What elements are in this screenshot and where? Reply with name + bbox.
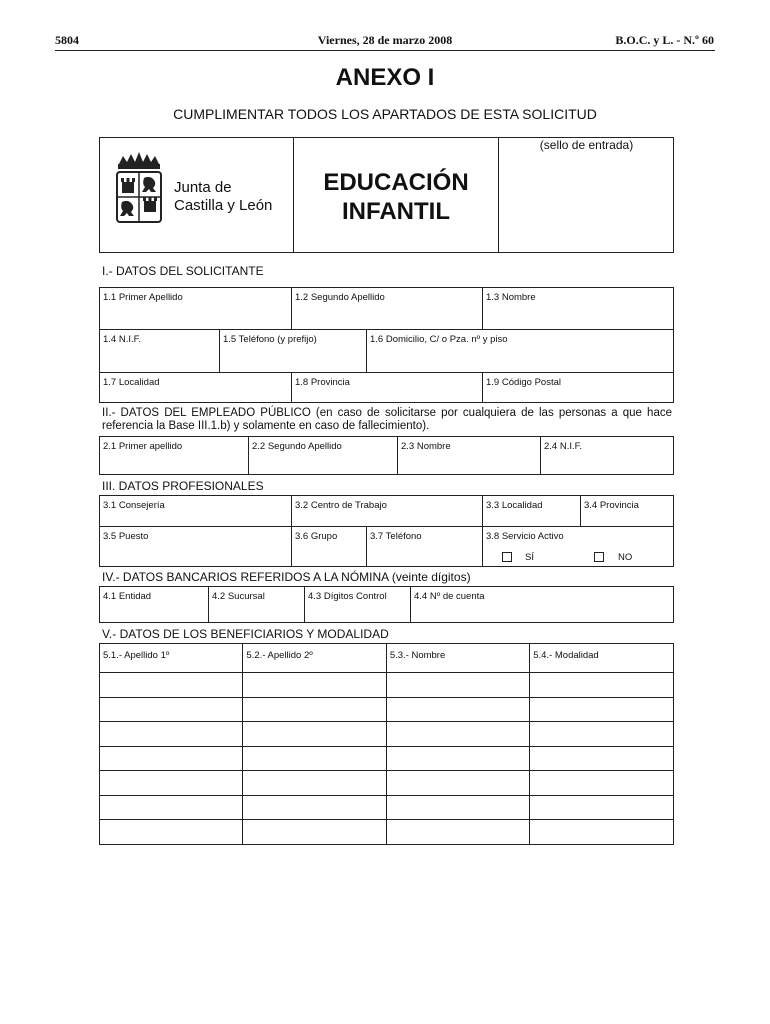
field-address[interactable]: 1.6 Domicilio, C/ o Pza. nº y piso <box>370 334 508 345</box>
professional-data-box <box>99 495 674 567</box>
field-province[interactable]: 1.8 Provincia <box>295 377 350 388</box>
table-row[interactable] <box>100 771 674 796</box>
table-row[interactable] <box>100 795 674 820</box>
column-header-second-surname: 5.2.- Apellido 2º <box>243 644 386 673</box>
section-5-title: V.- DATOS DE LOS BENEFICIARIOS Y MODALIDAD <box>102 627 389 641</box>
table-header-row <box>100 644 674 673</box>
page-number: 5804 <box>55 33 79 47</box>
field-workplace[interactable]: 3.2 Centro de Trabajo <box>295 500 387 511</box>
bank-data-box <box>99 586 674 623</box>
option-no-label: NO <box>618 552 633 563</box>
coat-of-arms-icon <box>113 150 165 226</box>
field-work-locality[interactable]: 3.3 Localidad <box>486 500 543 511</box>
field-employee-second-surname[interactable]: 2.2 Segundo Apellido <box>252 441 342 452</box>
field-work-phone[interactable]: 3.7 Teléfono <box>370 531 422 542</box>
field-bank-entity[interactable]: 4.1 Entidad <box>103 591 152 602</box>
table-row[interactable] <box>100 746 674 771</box>
table-row[interactable] <box>100 673 674 698</box>
checkbox-active-no[interactable] <box>594 552 604 562</box>
section-4-title: IV.- DATOS BANCARIOS REFERIDOS A LA NÓMINA (veinte dígitos) <box>102 570 471 584</box>
field-control-digits[interactable]: 4.3 Dígitos Control <box>308 591 387 602</box>
bulletin-reference: B.O.C. y L. - N.º 60 <box>615 33 714 47</box>
checkbox-active-yes[interactable] <box>502 552 512 562</box>
field-account-number[interactable]: 4.4 Nº de cuenta <box>414 591 485 602</box>
option-yes-label: SÍ <box>525 552 534 563</box>
column-header-first-surname: 5.1.- Apellido 1º <box>100 644 243 673</box>
public-employee-box <box>99 436 674 475</box>
field-locality[interactable]: 1.7 Localidad <box>103 377 160 388</box>
field-second-surname[interactable]: 1.2 Segundo Apellido <box>295 292 385 303</box>
field-bank-branch[interactable]: 4.2 Sucursal <box>212 591 265 602</box>
column-header-modality: 5.4.- Modalidad <box>530 644 674 673</box>
beneficiaries-table <box>99 643 674 845</box>
table-row[interactable] <box>100 722 674 747</box>
field-employee-nif[interactable]: 2.4 N.I.F. <box>544 441 583 452</box>
organization-name: Junta de Castilla y León <box>174 179 273 214</box>
field-work-province[interactable]: 3.4 Provincia <box>584 500 639 511</box>
field-employee-first-surname[interactable]: 2.1 Primer apellido <box>103 441 183 452</box>
field-position[interactable]: 3.5 Puesto <box>103 531 149 542</box>
table-row[interactable] <box>100 820 674 845</box>
annex-title: ANEXO I <box>335 64 435 91</box>
publication-date: Viernes, 28 de marzo 2008 <box>317 33 453 47</box>
section-2-title: II.- DATOS DEL EMPLEADO PÚBLICO (en caso de solicitarse por cualquiera de las personas a que hace referencia la Base III.1.b) y solamente en caso de fallecimiento). <box>102 407 672 432</box>
header-rule <box>55 50 715 51</box>
table-row[interactable] <box>100 697 674 722</box>
program-title: EDUCACIÓN INFANTIL <box>323 169 469 225</box>
field-first-surname[interactable]: 1.1 Primer Apellido <box>103 292 183 303</box>
field-department[interactable]: 3.1 Consejería <box>103 500 165 511</box>
field-nif[interactable]: 1.4 N.I.F. <box>103 334 142 345</box>
form-header-box <box>99 137 674 253</box>
field-postal-code[interactable]: 1.9 Código Postal <box>486 377 561 388</box>
field-first-name[interactable]: 1.3 Nombre <box>486 292 536 303</box>
section-3-title: III. DATOS PROFESIONALES <box>102 479 264 493</box>
field-active-service-label: 3.8 Servicio Activo <box>486 531 564 542</box>
section-1-title: I.- DATOS DEL SOLICITANTE <box>102 264 264 278</box>
field-phone[interactable]: 1.5 Teléfono (y prefijo) <box>223 334 317 345</box>
field-group[interactable]: 3.6 Grupo <box>295 531 338 542</box>
field-employee-name[interactable]: 2.3 Nombre <box>401 441 451 452</box>
entry-stamp-area: (sello de entrada) <box>539 138 634 152</box>
form-instruction: CUMPLIMENTAR TODOS LOS APARTADOS DE ESTA SOLICITUD <box>173 106 597 122</box>
column-header-name: 5.3.- Nombre <box>386 644 529 673</box>
applicant-data-box <box>99 287 674 403</box>
